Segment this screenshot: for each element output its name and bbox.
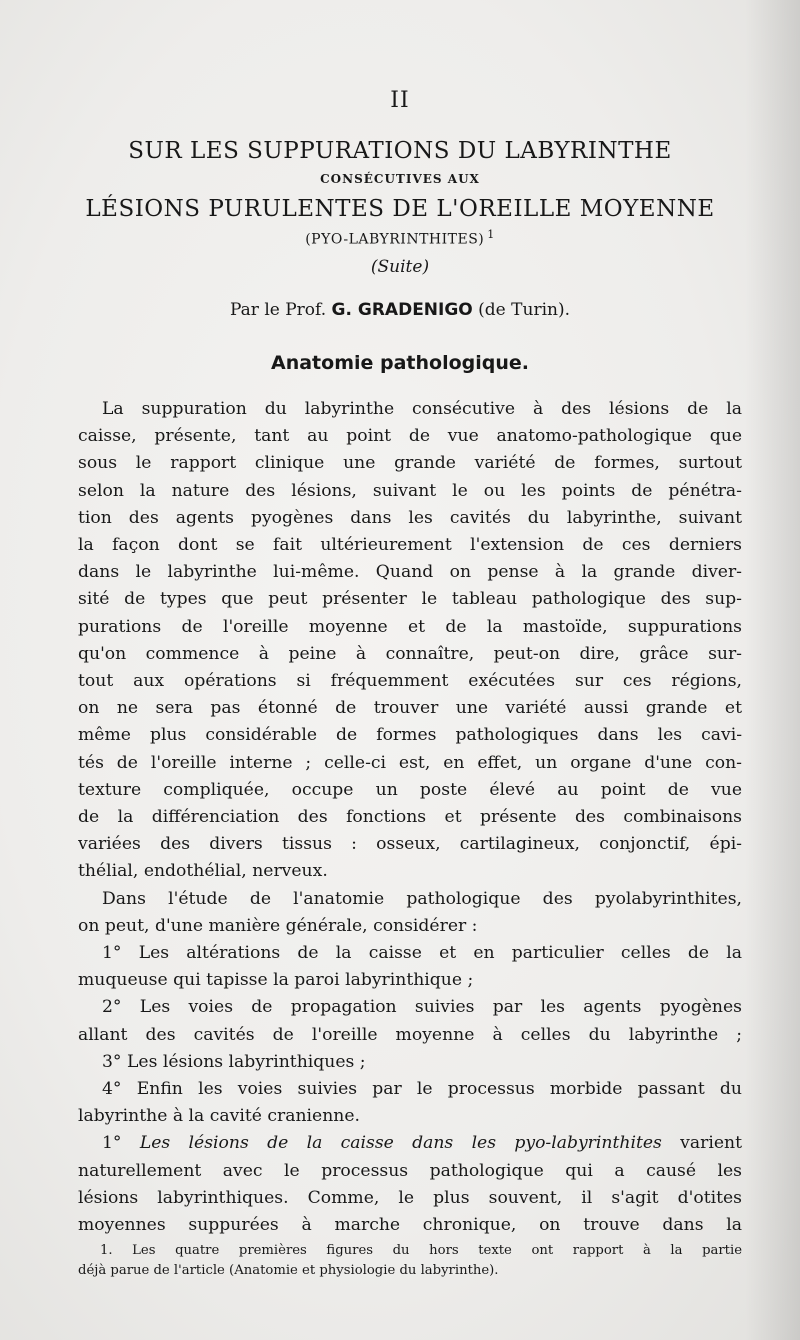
- body-line: texture compliquée, occupe un poste élevé au point de vue: [78, 779, 742, 800]
- body-line: sité de types que peut présenter le tableau pathologique des sup-: [78, 589, 742, 610]
- body-line: on peut, d'une manière générale, considérer :: [78, 915, 478, 936]
- body-line: caisse, présente, tant au point de vue anatomo-pathologique que: [78, 426, 742, 447]
- body-line: moyennes suppurées à marche chronique, on trouve dans la: [78, 1215, 742, 1236]
- section-heading: Anatomie pathologique.: [271, 352, 529, 374]
- footnote-marker: 1: [487, 228, 495, 241]
- para-number: 1°: [102, 1133, 122, 1154]
- byline-author: G. GRADENIGO: [331, 300, 473, 320]
- body-line: 1° Les altérations de la caisse et en particulier celles de la: [102, 943, 742, 964]
- body-text: [78, 396, 742, 1239]
- byline-suffix: (de Turin).: [478, 300, 570, 320]
- body-line: La suppuration du labyrinthe consécutive à des lésions de la: [102, 399, 742, 419]
- para-rest-text: varient: [680, 1133, 742, 1154]
- body-line: sous le rapport clinique une grande variété de formes, surtout: [78, 453, 742, 474]
- body-line: dans le labyrinthe lui-même. Quand on pense à la grande diver-: [78, 562, 742, 583]
- body-line: la façon dont se fait ultérieurement l'extension de ces derniers: [78, 535, 742, 556]
- body-line: thélial, endothélial, nerveux.: [78, 861, 328, 882]
- body-line: 3° Les lésions labyrinthiques ;: [102, 1051, 366, 1072]
- body-line-italic-para: [78, 1130, 742, 1157]
- body-line: tés de l'oreille interne ; celle-ci est, en effet, un organe d'une con-: [78, 752, 742, 773]
- body-line: labyrinthe à la cavité cranienne.: [78, 1106, 360, 1127]
- footnote-line: déjà parue de l'article (Anatomie et physiologie du labyrinthe).: [78, 1263, 499, 1278]
- body-line: 2° Les voies de propagation suivies par les agents pyogènes: [102, 997, 742, 1018]
- title-line-3: LÉSIONS PURULENTES DE L'OREILLE MOYENNE: [85, 196, 715, 222]
- body-line: de la différenciation des fonctions et présente des combinaisons: [78, 807, 742, 828]
- body-line: allant des cavités de l'oreille moyenne à celles du labyrinthe ;: [78, 1024, 742, 1045]
- title-line-1: SUR LES SUPPURATIONS DU LABYRINTHE: [128, 138, 672, 164]
- title-line-2: CONSÉCUTIVES AUX: [320, 172, 480, 186]
- title-suite: (Suite): [370, 257, 430, 277]
- body-line: même plus considérable de formes pathologiques dans les cavi-: [78, 725, 742, 746]
- body-line: 4° Enfin les voies suivies par le processus morbide passant du: [102, 1079, 742, 1100]
- body-line: naturellement avec le processus pathologique qui a causé les: [78, 1160, 742, 1181]
- body-line: qu'on commence à peine à connaître, peut-on dire, grâce sur-: [78, 643, 742, 664]
- body-line: selon la nature des lésions, suivant le ou les points de pénétra-: [78, 480, 742, 501]
- footnote: [78, 1241, 742, 1281]
- body-line: variées des divers tissus : osseux, cartilagineux, conjonctif, épi-: [78, 834, 742, 855]
- subtitle-pyo: (PYO-LABYRINTHITES): [305, 231, 485, 248]
- title-line-4: [0, 228, 800, 248]
- body-line: on ne sera pas étonné de trouver une variété aussi grande et: [78, 698, 742, 719]
- byline-prefix: Par le Prof.: [230, 300, 327, 320]
- body-line: tout aux opérations si fréquemment exécutées sur ces régions,: [78, 671, 742, 692]
- body-line: muqueuse qui tapisse la paroi labyrinthique ;: [78, 970, 474, 991]
- chapter-number: II: [390, 88, 410, 113]
- body-line: Dans l'étude de l'anatomie pathologique des pyolabyrinthites,: [102, 888, 742, 909]
- para-italic-text: Les lésions de la caisse dans les pyo-labyrinthites: [139, 1133, 662, 1154]
- body-line: lésions labyrinthiques. Comme, le plus souvent, il s'agit d'otites: [78, 1187, 742, 1208]
- byline: [0, 300, 800, 320]
- footnote-line: 1. Les quatre premières figures du hors texte ont rapport à la partie: [100, 1243, 742, 1258]
- body-line: purations de l'oreille moyenne et de la mastoïde, suppurations: [78, 616, 742, 637]
- body-line: tion des agents pyogènes dans les cavités du labyrinthe, suivant: [78, 507, 742, 528]
